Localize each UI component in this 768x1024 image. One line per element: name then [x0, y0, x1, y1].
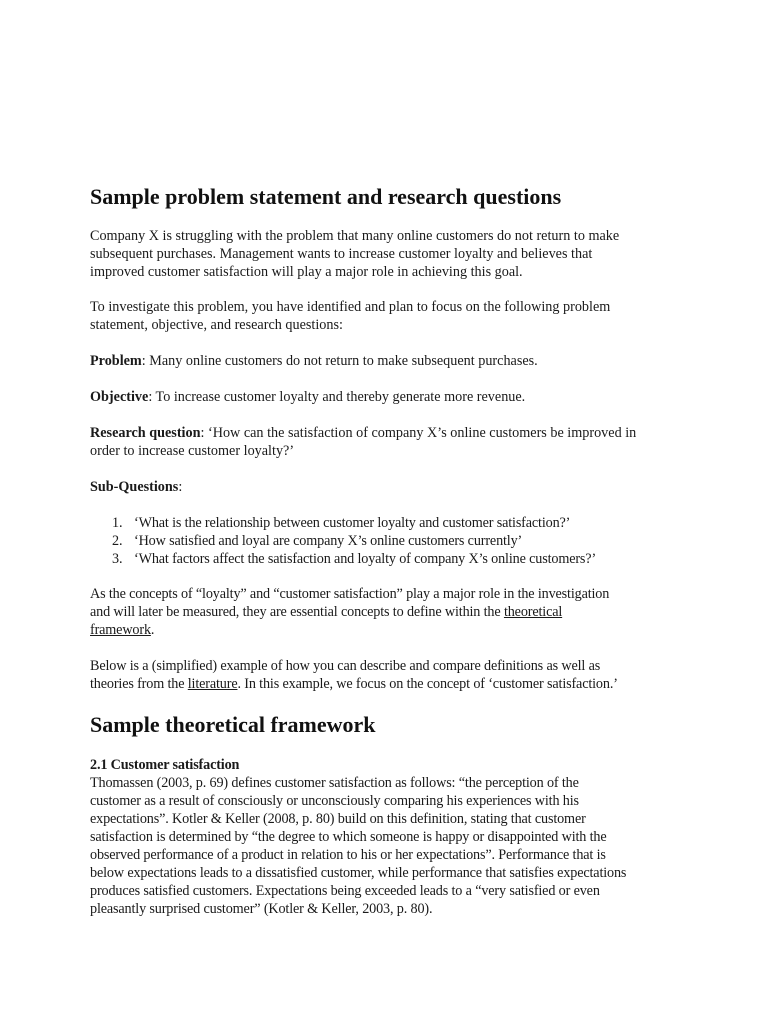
framework-line: produces satisfied customers. Expectations being exceeded leads to a “very satisfied or even: [90, 883, 600, 899]
framework-line: expectations”. Kotler & Keller (2008, p. 80) build on this definition, stating that customer: [90, 811, 586, 827]
investigate-line: statement, objective, and research questions:: [90, 317, 343, 333]
list-item-number: 1.: [112, 515, 123, 531]
below-paragraph: [90, 657, 680, 693]
sub-questions-colon: :: [178, 479, 183, 495]
investigate-line: To investigate this problem, you have identified and plan to focus on the following problem: [90, 299, 611, 315]
problem-label: Problem: [90, 353, 142, 369]
objective-text: : To increase customer loyalty and thereby generate more revenue.: [148, 389, 526, 405]
concepts-paragraph: [90, 585, 680, 639]
intro-line: improved customer satisfaction will play a major role in achieving this goal.: [90, 264, 523, 280]
literature-link[interactable]: literature: [187, 676, 238, 692]
list-item-number: 2.: [112, 533, 123, 549]
framework-link[interactable]: framework: [90, 622, 151, 638]
concepts-line: As the concepts of “loyalty” and “customer satisfaction” play a major role in the investigation: [90, 586, 610, 602]
research-question-paragraph: [90, 424, 680, 460]
problem-text: : Many online customers do not return to make subsequent purchases.: [141, 353, 538, 369]
concepts-line: and will later be measured, they are essential concepts to define within the: [90, 604, 504, 620]
list-item: [90, 532, 680, 550]
subheading-customer-satisfaction: 2.1 Customer satisfaction: [90, 757, 240, 773]
concepts-end: .: [150, 622, 155, 638]
intro-line: subsequent purchases. Management wants to increase customer loyalty and believes that: [90, 246, 593, 262]
list-item-text: ‘What factors affect the satisfaction and loyalty of company X’s online customers?’: [134, 551, 597, 567]
list-item: [90, 514, 680, 532]
research-question-text: : ‘How can the satisfaction of company X’s online customers be improved in: [200, 425, 637, 441]
framework-line: observed performance of a product in relation to his or her expectations”. Performance that is: [90, 847, 606, 863]
sub-questions-list: [90, 514, 680, 568]
list-item-number: 3.: [112, 551, 123, 567]
intro-paragraph: [90, 227, 680, 281]
problem-paragraph: [90, 352, 680, 370]
list-item-text: ‘What is the relationship between customer loyalty and customer satisfaction?’: [134, 515, 571, 531]
research-question-label: Research question: [90, 425, 201, 441]
framework-line: customer as a result of consciously or unconsciously comparing his experiences with his: [90, 793, 579, 809]
sub-questions-label: Sub-Questions: [90, 479, 179, 495]
objective-label: Objective: [90, 389, 149, 405]
list-item: [90, 550, 680, 568]
intro-line: Company X is struggling with the problem that many online customers do not return to make: [90, 228, 620, 244]
below-line: Below is a (simplified) example of how you can describe and compare definitions as well as: [90, 658, 601, 674]
list-item-text: ‘How satisfied and loyal are company X’s online customers currently’: [134, 533, 523, 549]
research-question-text: order to increase customer loyalty?’: [90, 443, 295, 459]
framework-line: satisfaction is determined by “the degree to which someone is happy or disappointed with the: [90, 829, 607, 845]
framework-line: pleasantly surprised customer” (Kotler & Keller, 2003, p. 80).: [90, 901, 433, 917]
below-line: . In this example, we focus on the concept of ‘customer satisfaction.’: [237, 676, 618, 692]
section-heading-framework: Sample theoretical framework: [90, 712, 376, 737]
framework-section: [90, 756, 680, 918]
framework-line: Thomassen (2003, p. 69) defines customer satisfaction as follows: “the perception of the: [90, 775, 579, 791]
section-heading-problem: Sample problem statement and research questions: [90, 184, 562, 209]
below-line: theories from the: [90, 676, 188, 692]
framework-line: below expectations leads to a dissatisfied customer, while performance that satisfies expectations: [90, 865, 627, 881]
investigate-paragraph: [90, 298, 680, 334]
objective-paragraph: [90, 388, 680, 406]
sub-questions-label-paragraph: [90, 478, 680, 496]
theoretical-link[interactable]: theoretical: [503, 604, 563, 620]
